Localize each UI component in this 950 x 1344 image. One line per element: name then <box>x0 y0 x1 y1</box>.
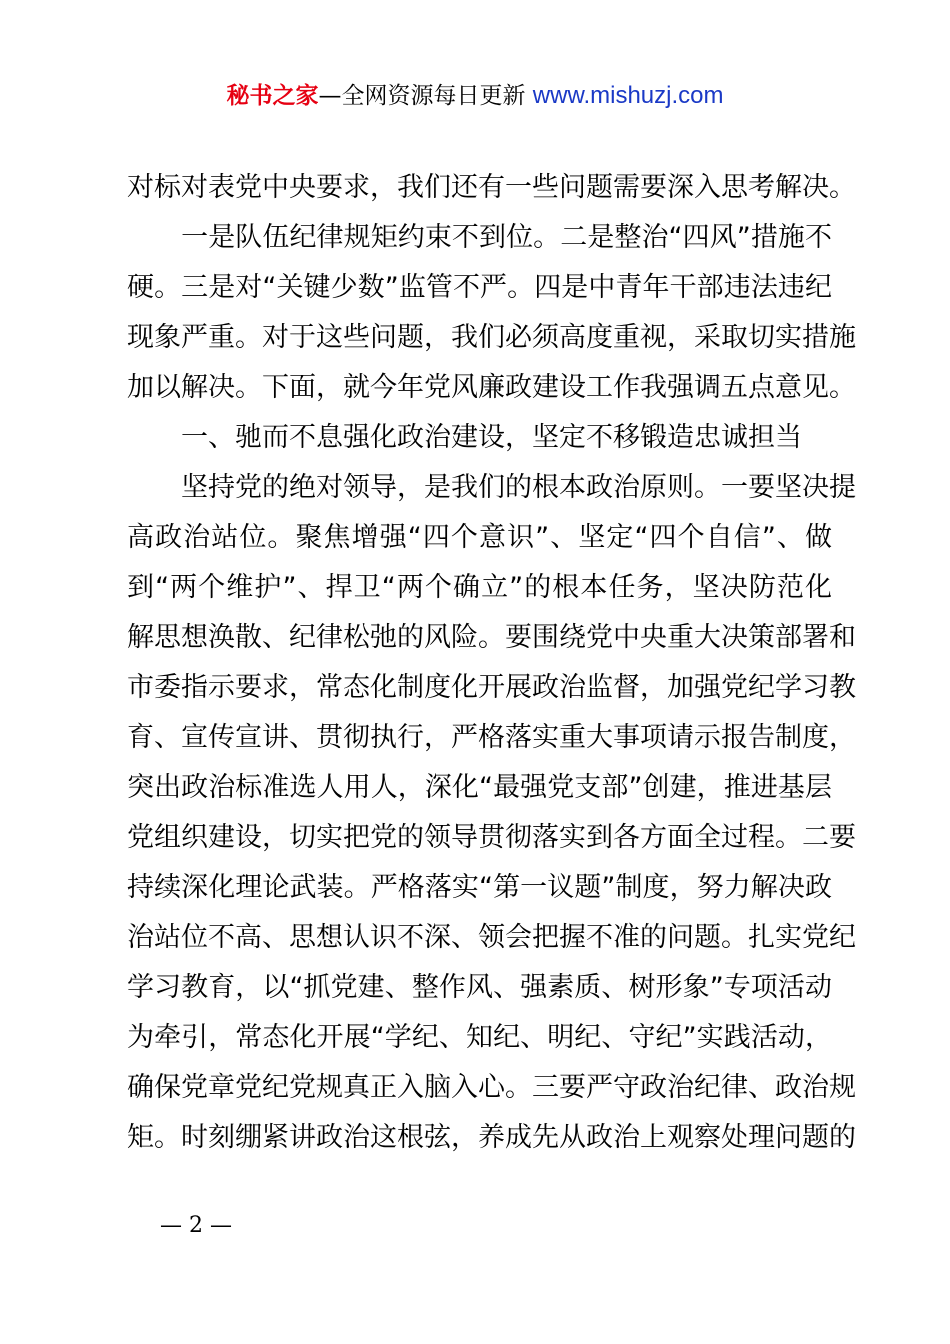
text-line: 加以解决。下面，就今年党风廉政建设工作我强调五点意见。 <box>127 372 856 403</box>
text-line: 确保党章党纪党规真正入脑入心。三要严守政治纪律、政治规 <box>127 1072 856 1103</box>
paragraph-intro <box>127 163 856 213</box>
text-line: 坚持党的绝对领导，是我们的根本政治原则。一要坚决提 <box>127 472 856 503</box>
text-line: 育、宣传宣讲、贯彻执行，严格落实重大事项请示报告制度， <box>127 722 856 753</box>
site-header <box>0 80 950 112</box>
text-line: 硬。三是对“关键少数”监管不严。四是中青年干部违法违纪 <box>127 272 832 303</box>
section-heading <box>127 413 832 463</box>
text-line: 矩。时刻绷紧讲政治这根弦，养成先从政治上观察处理问题的 <box>127 1122 856 1153</box>
text-line: 解思想涣散、纪律松弛的风险。要围绕党中央重大决策部署和 <box>127 622 856 653</box>
text-line: 党组织建设，切实把党的领导贯彻落实到各方面全过程。二要 <box>127 822 856 853</box>
site-url-link[interactable]: www.mishuzj.com <box>532 82 724 109</box>
document-body <box>127 163 856 1163</box>
text-line: 到“两个维护”、捍卫“两个确立”的根本任务，坚决防范化 <box>127 572 832 603</box>
header-tagline: —全网资源每日更新 <box>318 83 533 109</box>
text-line: 一是队伍纪律规矩约束不到位。二是整治“四风”措施不 <box>127 222 832 253</box>
text-line: 市委指示要求，常态化制度化开展政治监督，加强党纪学习教 <box>127 672 856 703</box>
text-line: 持续深化理论武装。严格落实“第一议题”制度，努力解决政 <box>127 872 832 903</box>
text-line: 为牵引，常态化开展“学纪、知纪、明纪、守纪”实践活动， <box>127 1022 832 1053</box>
text-line: 对标对表党中央要求，我们还有一些问题需要深入思考解决。 <box>127 172 856 203</box>
text-line: 突出政治标准选人用人，深化“最强党支部”创建，推进基层 <box>127 772 832 803</box>
paragraph-problems <box>127 213 856 413</box>
brand-name: 秘书之家 <box>226 83 319 109</box>
text-line: 现象严重。对于这些问题，我们必须高度重视，采取切实措施 <box>127 322 856 353</box>
page-number: — 2 — <box>160 1213 232 1238</box>
text-line: 学习教育，以“抓党建、整作风、强素质、树形象”专项活动 <box>127 972 832 1003</box>
text-line: 高政治站位。聚焦增强“四个意识”、坚定“四个自信”、做 <box>127 522 832 553</box>
paragraph-political-construction <box>127 463 856 1163</box>
heading-line: 一、驰而不息强化政治建设，坚定不移锻造忠诚担当 <box>127 422 802 453</box>
text-line: 治站位不高、思想认识不深、领会把握不准的问题。扎实党纪 <box>127 922 856 953</box>
